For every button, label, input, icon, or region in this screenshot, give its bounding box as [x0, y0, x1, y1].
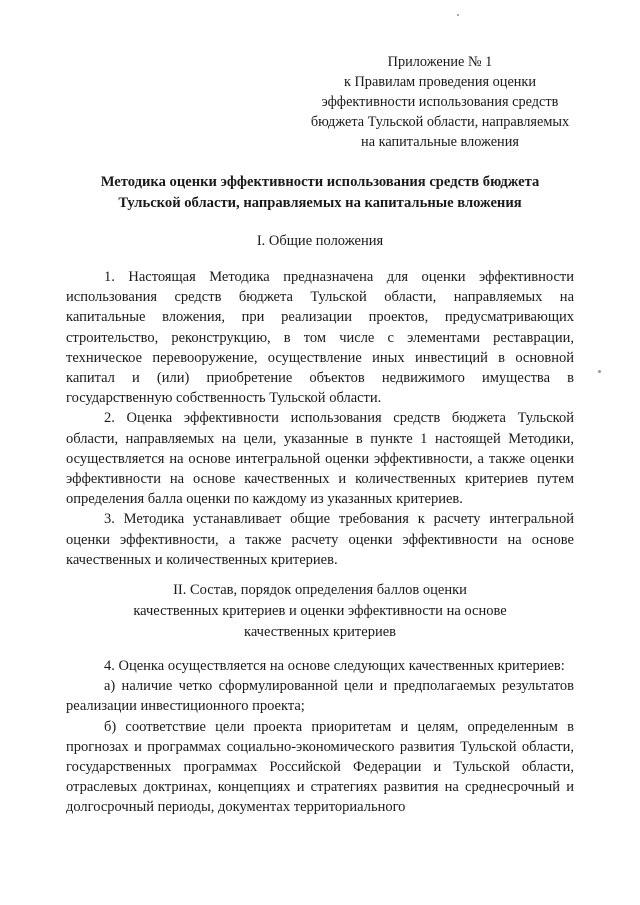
section-body [66, 267, 574, 570]
title-line: Методика оценки эффективности использования средств бюджета [100, 174, 540, 190]
appendix-line: Приложение № 1 [387, 54, 493, 70]
appendix-line: бюджета Тульской области, направляемых [310, 114, 570, 130]
heading-line: II. Состав, порядок определения баллов оценки [173, 582, 467, 598]
section-heading: I. Общие положения [256, 233, 384, 249]
appendix-header [300, 52, 580, 152]
list-item: б) соответствие цели проекта приоритетам и целям, определенным в прогнозах и программах социально-экономического развития Тульской области, государственных программах Российской Федерации и Тульской области, отраслевых доктринах, концепциях и стратегиях развития на среднесрочный и долгосрочный периоды, документах территориального [66, 718, 574, 816]
heading-line: качественных критериев и оценки эффективности на основе [133, 603, 507, 619]
scan-dot [598, 370, 601, 373]
appendix-line: к Правилам проведения оценки [343, 74, 537, 90]
paragraph: 4. Оценка осуществляется на основе следующих качественных критериев: [104, 658, 565, 674]
section-heading [66, 580, 574, 643]
appendix-line: на капитальные вложения [361, 134, 519, 150]
document-title [66, 172, 574, 214]
paragraph: 1. Настоящая Методика предназначена для оценки эффективности использования средств бюджета Тульской области, направляемых на капитальные вложения, при реализации проектов, предусматривающих строительство, реконструкцию, в том числе с элементами реставрации, техническое перевооружение, осуществление иных инвестиций в основной капитал и (или) приобретение объектов недвижимого имущества в государственную собственность Тульской области. [66, 269, 574, 407]
appendix-line: эффективности использования средств [321, 94, 559, 110]
section-body [66, 656, 574, 818]
scan-dot [457, 14, 459, 16]
paragraph: 3. Методика устанавливает общие требования к расчету интегральной оценки эффективности, а также расчету оценки эффективности на основе качественных и количественных критериев. [66, 511, 574, 568]
paragraph: 2. Оценка эффективности использования средств бюджета Тульской области, направляемых на цели, указанные в пункте 1 настоящей Методики, осуществляется на основе интегральной оценки эффективности, а также оценки эффективности на основе качественных и количественных критериев путем определения балла оценки по каждому из указанных критериев. [66, 410, 574, 508]
title-line: Тульской области, направляемых на капитальные вложения [118, 195, 522, 211]
heading-line: качественных критериев [244, 624, 396, 640]
list-item: а) наличие четко сформулированной цели и предполагаемых результатов реализации инвестиционного проекта; [66, 678, 574, 715]
